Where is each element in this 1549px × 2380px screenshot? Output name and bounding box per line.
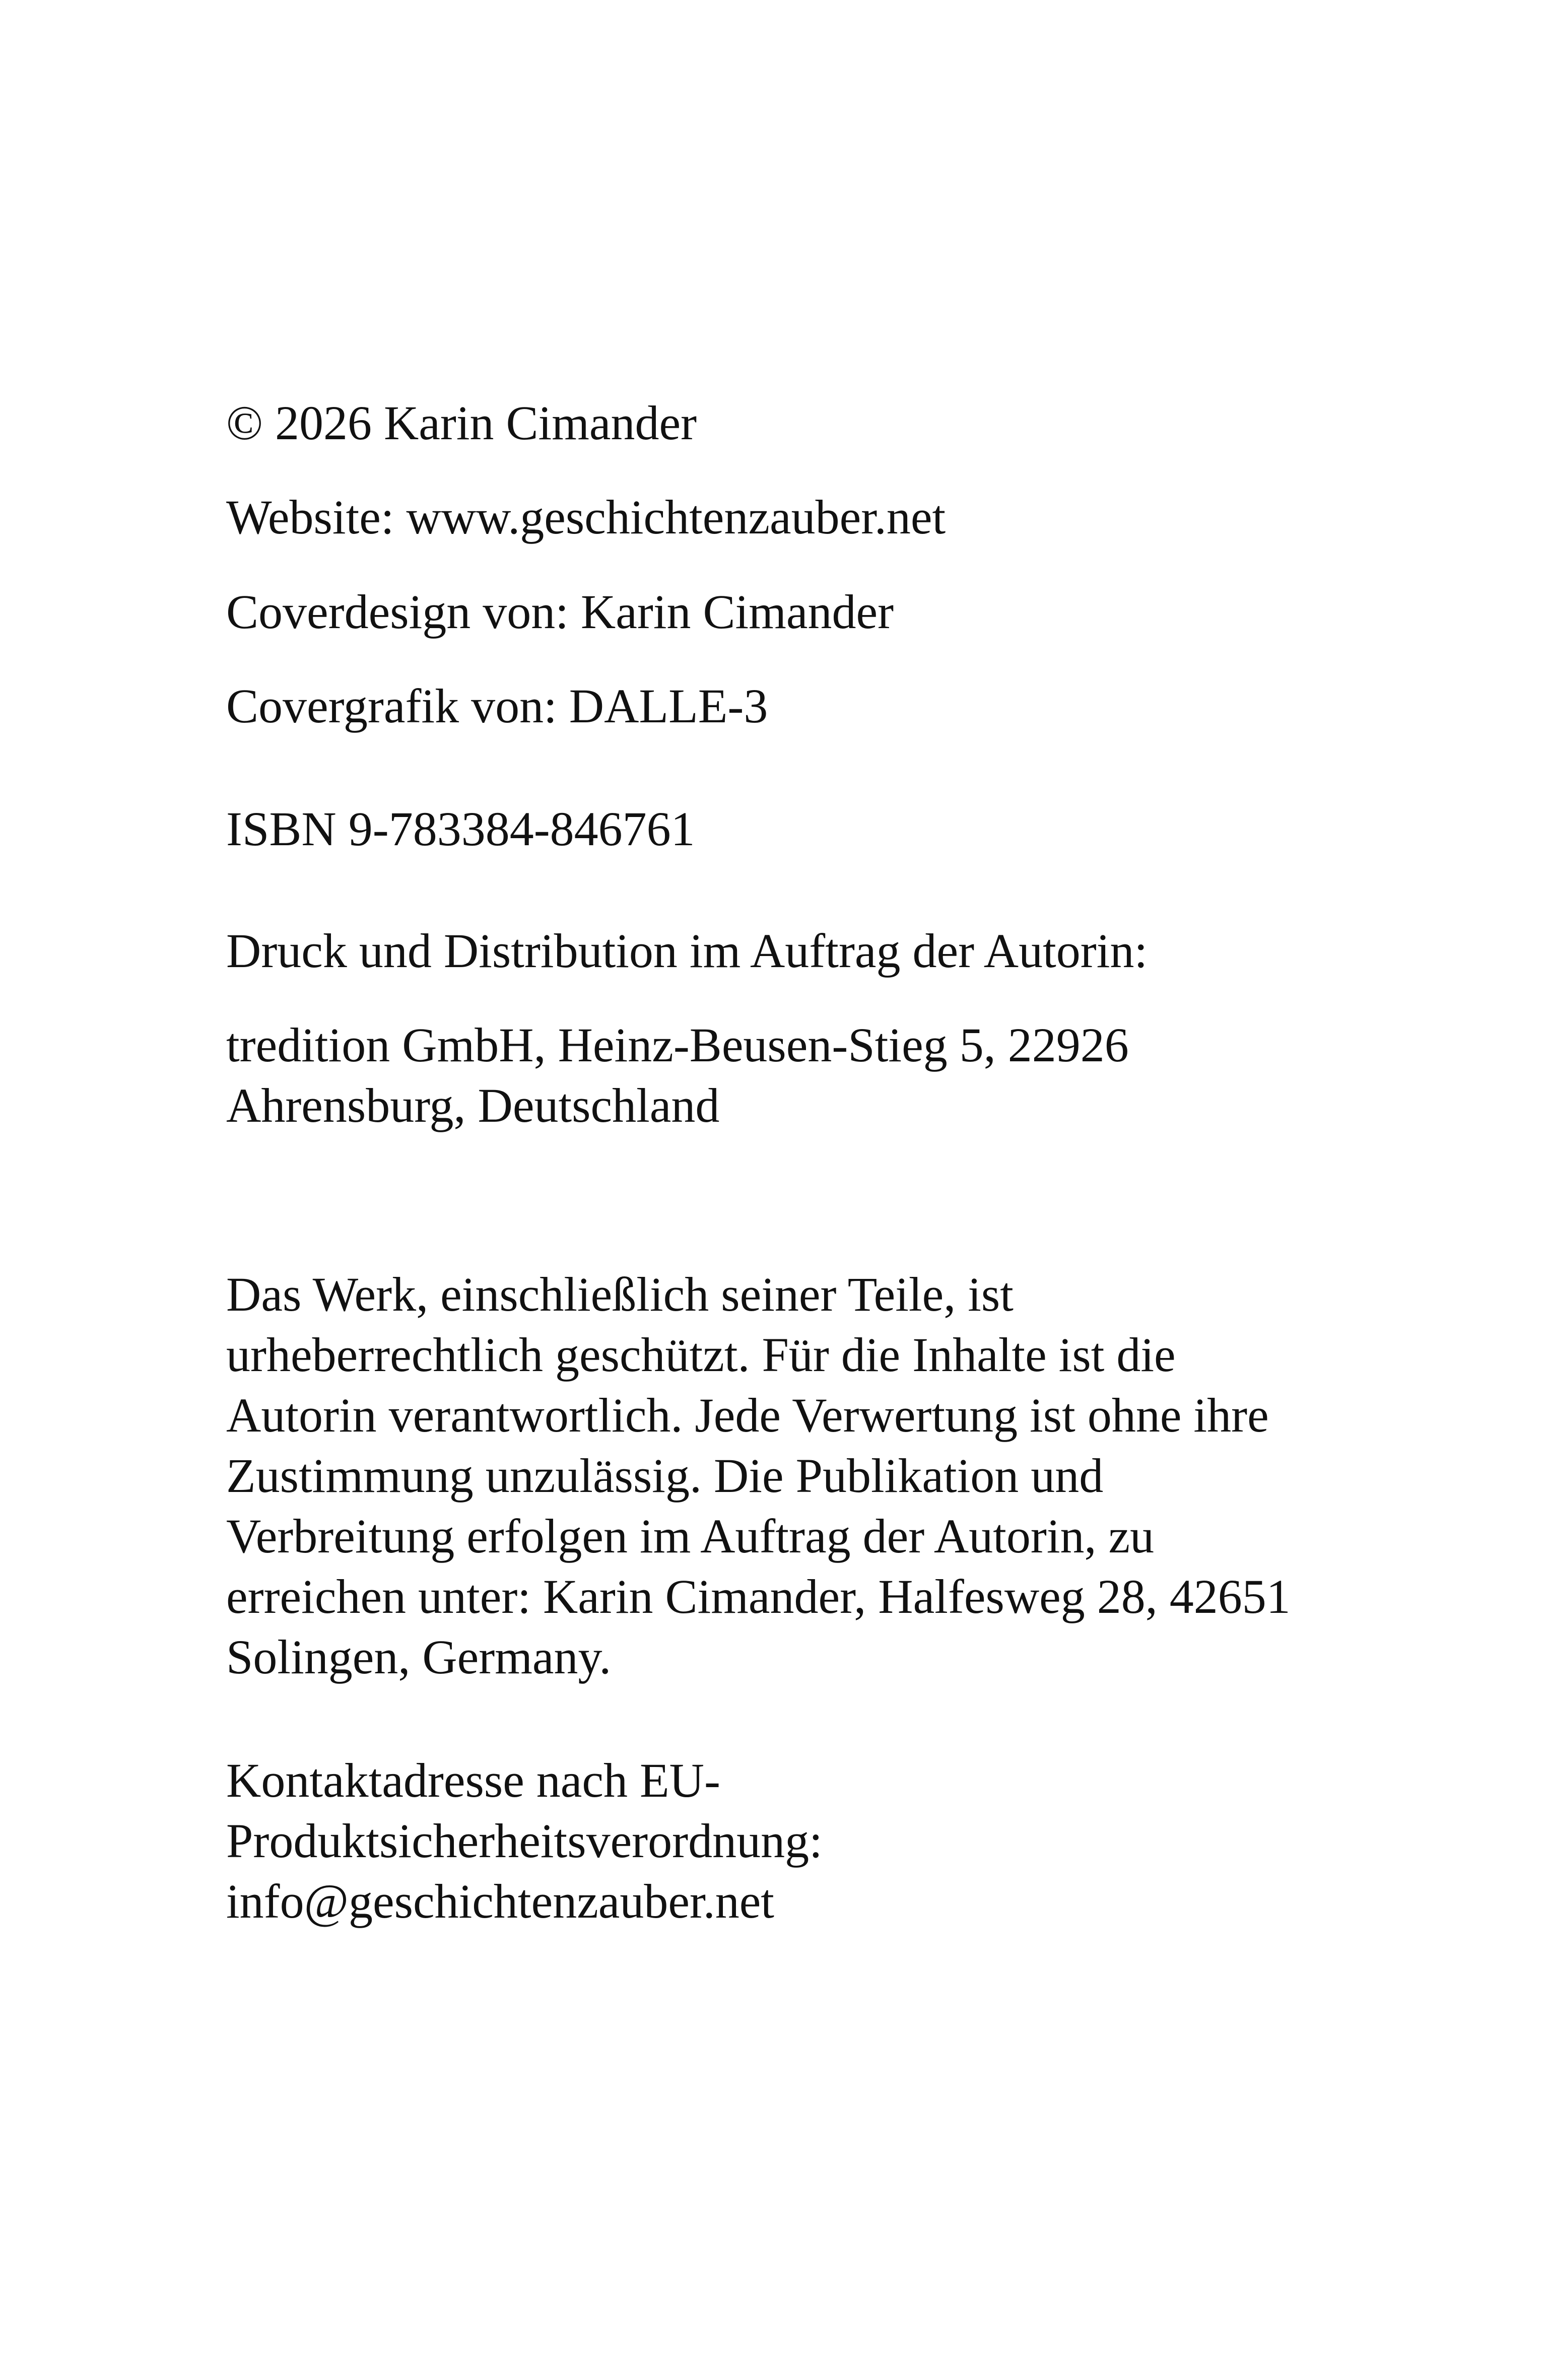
isbn-line: ISBN 9-783384-846761: [226, 802, 695, 856]
legal-notice-line: Solingen, Germany.: [226, 1630, 612, 1684]
legal-notice-paragraph: [226, 1264, 1360, 1687]
contact-line: Kontaktadresse nach EU-: [226, 1753, 720, 1807]
contact-line: Produktsicherheitsverordnung:: [226, 1814, 823, 1868]
copyright-notice: © 2026 Karin Cimander: [226, 396, 697, 450]
print-distribution-line: Druck und Distribution im Auftrag der Autorin:: [226, 924, 1148, 978]
cover-graphic-credit: Covergrafik von: DALLE-3: [226, 679, 768, 733]
legal-notice-line: urheberrechtlich geschützt. Für die Inhalte ist die: [226, 1328, 1176, 1382]
contact-paragraph: [226, 1750, 1360, 1932]
website-line: Website: www.geschichtenzauber.net: [226, 490, 946, 544]
legal-notice-line: Autorin verantwortlich. Jede Verwertung ist ohne ihre: [226, 1388, 1269, 1442]
publisher-address-line-1: tredition GmbH, Heinz-Beusen-Stieg 5, 22926: [226, 1018, 1129, 1072]
legal-notice-line: erreichen unter: Karin Cimander, Halfesweg 28, 42651: [226, 1570, 1291, 1623]
publisher-address: [226, 1015, 1360, 1136]
legal-notice-line: Das Werk, einschließlich seiner Teile, ist: [226, 1267, 1014, 1321]
publisher-address-line-2: Ahrensburg, Deutschland: [226, 1078, 720, 1132]
legal-notice-line: Verbreitung erfolgen im Auftrag der Autorin, zu: [226, 1509, 1155, 1563]
cover-design-credit: Coverdesign von: Karin Cimander: [226, 585, 894, 639]
legal-notice-line: Zustimmung unzulässig. Die Publikation und: [226, 1449, 1104, 1503]
contact-email: info@geschichtenzauber.net: [226, 1874, 774, 1928]
